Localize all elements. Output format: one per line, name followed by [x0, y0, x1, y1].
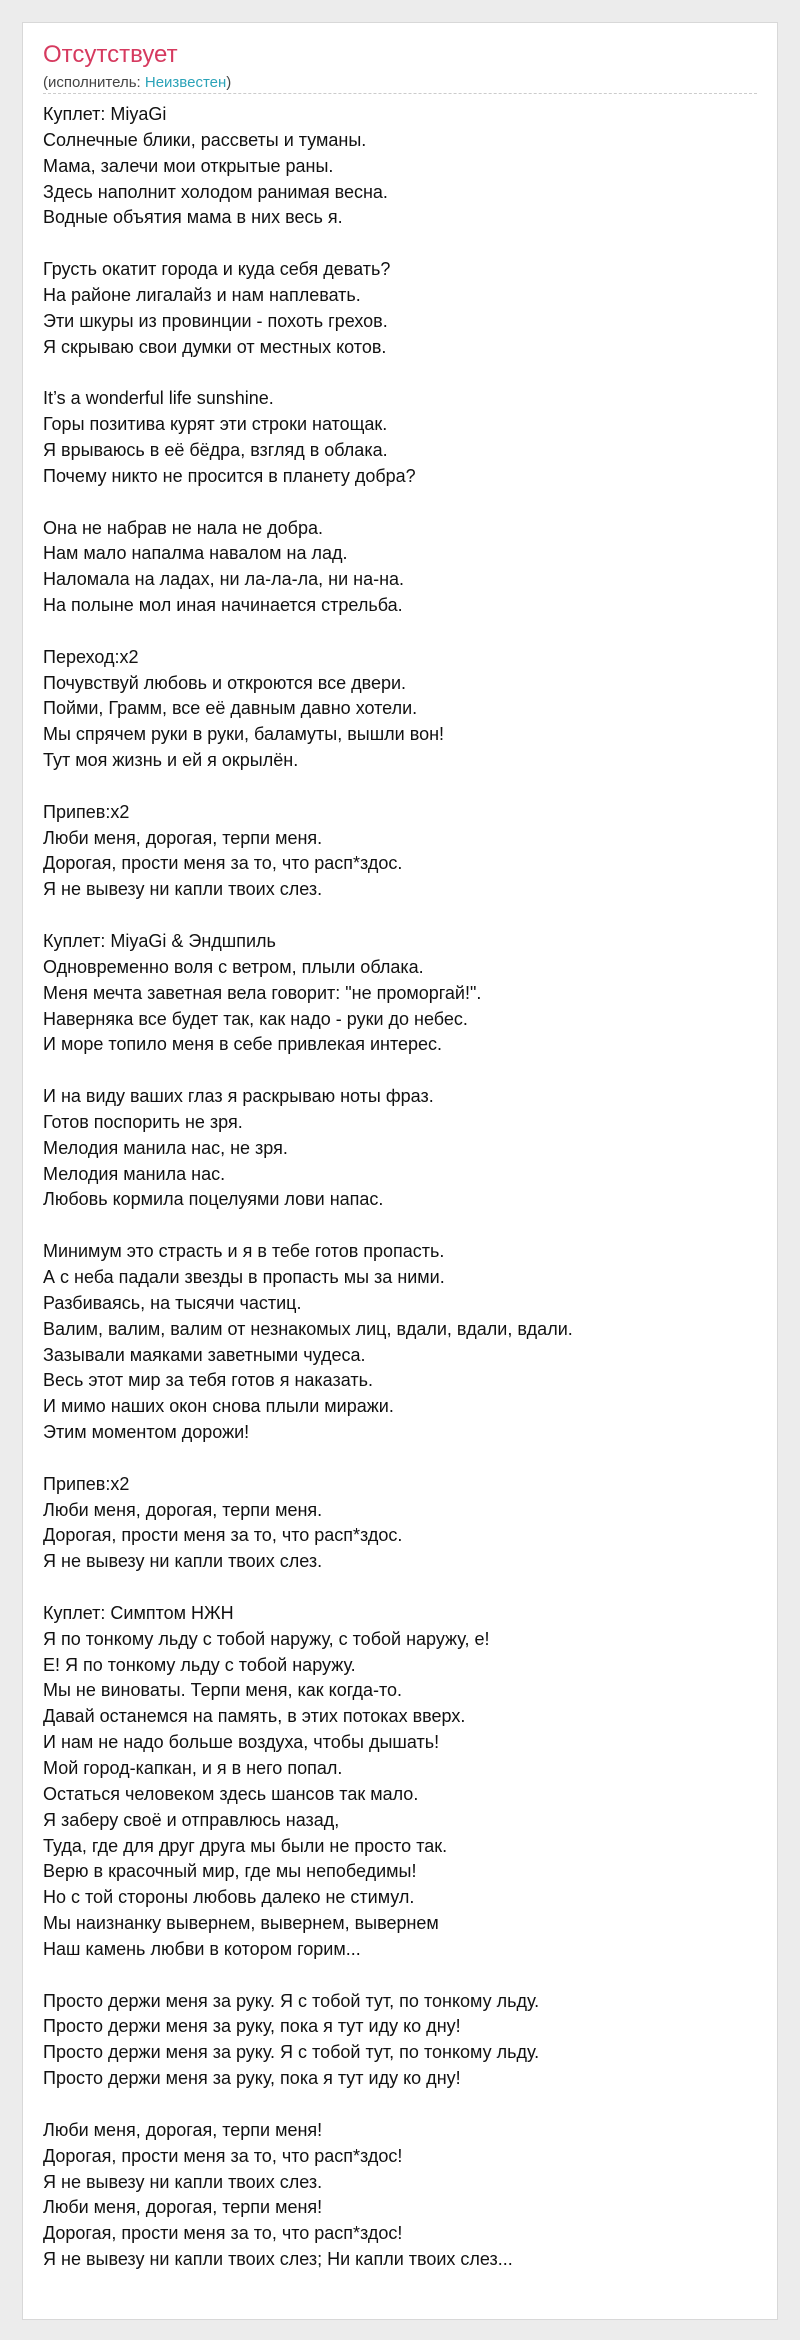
performer-suffix: ): [226, 74, 232, 91]
lyric-line: Дорогая, прости меня за то, что расп*здос.: [43, 1525, 403, 1546]
lyrics-text: [43, 102, 763, 2273]
blank-line: [43, 619, 763, 645]
lyric-line: На районе лигалайз и нам наплевать.: [43, 284, 361, 305]
lyric-line: Туда, где для друг друга мы были не просто так.: [43, 1835, 448, 1856]
lyric-line: Припев:x2: [43, 801, 130, 822]
lyric-line: Я не вывезу ни капли твоих слез; Ни капли твоих слез...: [43, 2249, 513, 2270]
blank-line: [43, 1058, 763, 1084]
lyric-line: Переход:x2: [43, 646, 139, 667]
lyric-line: И море топило меня в себе привлекая интерес.: [43, 1034, 443, 1055]
performer-line: [43, 74, 231, 92]
lyric-line: Любовь кормила поцелуями лови напас.: [43, 1189, 384, 1210]
lyric-line: Просто держи меня за руку. Я с тобой тут, по тонкому льду.: [43, 2042, 540, 2063]
lyric-line: Тут моя жизнь и ей я окрылён.: [43, 750, 299, 771]
lyric-line: Здесь наполнит холодом ранимая весна.: [43, 181, 388, 202]
lyric-line: На полыне мол иная начинается стрельба.: [43, 595, 403, 616]
performer-prefix: (исполнитель:: [43, 74, 145, 91]
lyric-line: Мой город-капкан, и я в него попал.: [43, 1758, 343, 1778]
lyric-line: Она не набрав не нала не добра.: [43, 517, 323, 538]
lyric-line: Мы спрячем руки в руки, баламуты, вышли вон!: [43, 724, 445, 745]
lyric-line: Просто держи меня за руку, пока я тут иду ко дну!: [43, 2016, 461, 2037]
lyric-line: Этим моментом дорожи!: [43, 1422, 250, 1443]
lyric-line: Я по тонкому льду с тобой наружу, с тобой наружу, е!: [43, 1628, 490, 1649]
lyric-line: Припев:x2: [43, 1473, 130, 1494]
lyric-line: Давай останемся на память, в этих потоках вверх.: [43, 1706, 466, 1727]
lyric-line: Почувствуй любовь и откроются все двери.: [43, 672, 407, 693]
blank-line: [43, 1963, 763, 1989]
lyric-line: Зазывали маяками заветными чудеса.: [43, 1344, 366, 1365]
lyric-line: Валим, валим, валим от незнакомых лиц, вдали, вдали, вдали.: [43, 1318, 573, 1339]
lyric-line: Мама, залечи мои открытые раны.: [43, 155, 334, 176]
lyric-line: Верю в красочный мир, где мы непобедимы!: [43, 1861, 417, 1882]
lyric-line: Люби меня, дорогая, терпи меня.: [43, 1499, 323, 1520]
lyric-line: Дорогая, прости меня за то, что расп*здос.: [43, 853, 403, 874]
lyric-line: Я не вывезу ни капли твоих слез.: [43, 1551, 323, 1572]
lyric-line: Наверняка все будет так, как надо - руки до небес.: [43, 1008, 468, 1029]
lyric-line: Просто держи меня за руку, пока я тут иду ко дну!: [43, 2068, 461, 2089]
lyric-line: Мы не виноваты. Терпи меня, как когда-то.: [43, 1680, 403, 1701]
lyric-line: А с неба падали звезды в пропасть мы за ними.: [43, 1266, 445, 1287]
lyric-line: Пойми, Грамм, все её давным давно хотели.: [43, 698, 418, 719]
lyric-line: Разбиваясь, на тысячи частиц.: [43, 1292, 302, 1313]
lyric-line: Дорогая, прости меня за то, что расп*здос!: [43, 2145, 403, 2166]
lyric-line: Водные объятия мама в них весь я.: [43, 207, 343, 228]
lyric-line: Наш камень любви в котором горим...: [43, 1938, 361, 1959]
blank-line: [43, 1213, 763, 1239]
blank-line: [43, 2092, 763, 2118]
lyric-line: Минимум это страсть и я в тебе готов пропасть.: [43, 1241, 445, 1262]
lyric-line: Меня мечта заветная вела говорит: "не проморгай!".: [43, 982, 482, 1003]
lyrics-page: [22, 22, 778, 2320]
lyric-line: Люби меня, дорогая, терпи меня!: [43, 2119, 323, 2140]
lyric-line: Дорогая, прости меня за то, что расп*здос!: [43, 2223, 403, 2244]
header-divider: [43, 93, 757, 94]
blank-line: [43, 360, 763, 386]
lyric-line: И нам не надо больше воздуха, чтобы дышать!: [43, 1732, 440, 1753]
lyric-line: Люби меня, дорогая, терпи меня!: [43, 2197, 323, 2218]
lyric-line: Эти шкуры из провинции - похоть грехов.: [43, 310, 388, 331]
blank-line: [43, 231, 763, 257]
lyric-line: Мы наизнанку вывернем, вывернем, вывернем: [43, 1913, 439, 1934]
lyric-line: Горы позитива курят эти строки натощак.: [43, 414, 388, 435]
lyric-line: Я не вывезу ни капли твоих слез.: [43, 2171, 323, 2192]
lyric-line: Просто держи меня за руку. Я с тобой тут, по тонкому льду.: [43, 1990, 540, 2011]
lyric-line: Нам мало напалма навалом на лад.: [43, 543, 348, 564]
blank-line: [43, 1575, 763, 1601]
blank-line: [43, 903, 763, 929]
lyric-line: Я не вывезу ни капли твоих слез.: [43, 879, 323, 900]
lyric-line: Куплет: Симптом НЖН: [43, 1602, 234, 1623]
lyric-line: Люби меня, дорогая, терпи меня.: [43, 827, 323, 848]
lyric-line: Грусть окатит города и куда себя девать?: [43, 259, 391, 280]
blank-line: [43, 774, 763, 800]
blank-line: [43, 490, 763, 516]
lyric-line: Почему никто не просится в планету добра?: [43, 465, 416, 486]
lyric-line: Наломала на ладах, ни ла-ла-ла, ни на-на.: [43, 569, 405, 590]
lyric-line: Мелодия манила нас, не зря.: [43, 1137, 288, 1158]
lyric-line: И на виду ваших глаз я раскрываю ноты фраз.: [43, 1086, 434, 1107]
performer-link[interactable]: Неизвестен: [144, 74, 227, 91]
lyric-line: Остаться человеком здесь шансов так мало.: [43, 1783, 419, 1804]
lyric-line: Одновременно воля с ветром, плыли облака.: [43, 956, 424, 977]
lyric-line: Я заберу своё и отправлюсь назад,: [43, 1809, 340, 1830]
song-title: Отсутствует: [43, 41, 178, 68]
lyric-line: Весь этот мир за тебя готов я наказать.: [43, 1370, 373, 1391]
lyric-line: Но с той стороны любовь далеко не стимул.: [43, 1887, 415, 1908]
blank-line: [43, 1446, 763, 1472]
lyric-line: И мимо наших окон снова плыли миражи.: [43, 1396, 394, 1417]
lyric-line: Мелодия манила нас.: [43, 1163, 226, 1184]
lyric-line: Куплет: MiyaGi: [43, 104, 167, 124]
lyric-line: Куплет: MiyaGi & Эндшпиль: [43, 931, 276, 951]
lyric-line: It’s a wonderful life sunshine.: [43, 388, 274, 409]
lyric-line: Я скрываю свои думки от местных котов.: [43, 336, 387, 357]
lyric-line: Е! Я по тонкому льду с тобой наружу.: [43, 1654, 356, 1675]
lyric-line: Готов поспорить не зря.: [43, 1111, 243, 1132]
lyric-line: Я врываюсь в её бёдра, взгляд в облака.: [43, 439, 388, 460]
lyric-line: Солнечные блики, рассветы и туманы.: [43, 129, 367, 150]
